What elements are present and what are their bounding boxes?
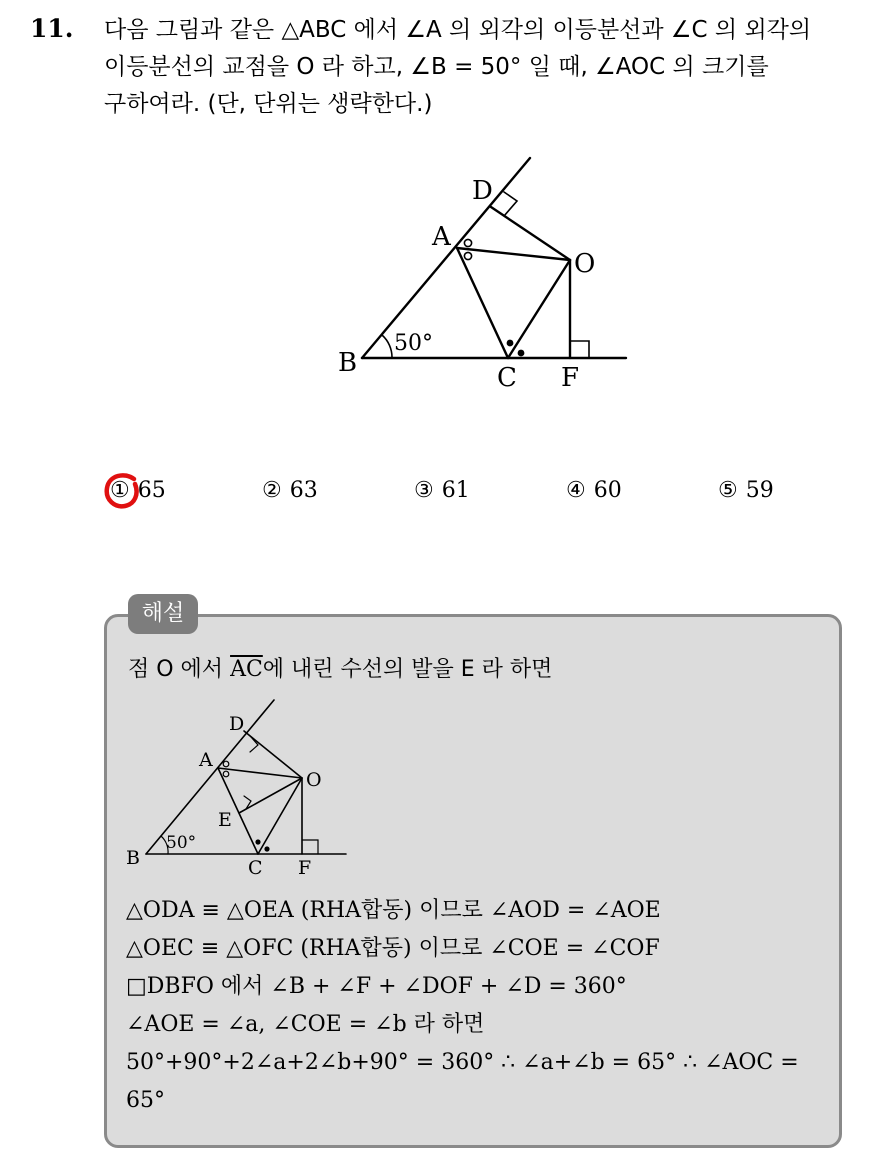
choice-mark: ② [262,478,282,503]
choice-value: 60 [593,478,622,503]
solution-line: △OEC ≡ △OFC (RHA합동) 이므로 ∠COE = ∠COF [126,936,660,961]
solution-line: 65° [126,1088,165,1113]
solution-line: ∠AOE = ∠a, ∠COE = ∠b 라 하면 [126,1012,485,1037]
sol-label-E: E [218,809,232,831]
sol-angle-mark-a1 [223,761,229,767]
sol-right-angle-F [302,840,318,854]
intro-post: 에 내린 수선의 발을 E 라 하면 [262,657,553,682]
sol-line-B-D-ext [146,700,274,854]
sol-label-O: O [306,769,322,791]
choice-mark: ④ [566,478,586,503]
label-D: D [472,176,493,206]
sol-label-B: B [126,847,140,869]
solution-line: □DBFO 에서 ∠B + ∠F + ∠DOF + ∠D = 360° [126,974,627,999]
question-number: 11. [30,14,74,43]
question-line: 이등분선의 교점을 O 라 하고, ∠B = 50° 일 때, ∠AOC 의 크기를 [104,54,769,80]
sol-label-angle-B: 50° [166,833,197,853]
label-C: C [497,363,517,393]
sol-label-A: A [199,749,213,771]
choice-mark: ① [110,478,130,503]
choice-mark: ⑤ [718,478,738,503]
sol-label-C: C [248,857,263,879]
label-angle-B: 50° [394,331,433,356]
sol-angle-mark-c2 [264,846,269,851]
solution-tab: 해설 [128,594,198,634]
question-line: 다음 그림과 같은 △ABC 에서 ∠A 의 외각의 이등분선과 ∠C 의 외각의 [104,17,812,43]
choice-value: 63 [289,478,318,503]
sol-line-AO [218,768,302,778]
label-A: A [432,222,451,252]
intro-pre: 점 O 에서 [128,657,231,682]
label-B: B [338,348,358,378]
sol-label-D: D [229,713,245,735]
choice-value: 59 [745,478,774,503]
solution-steps [126,892,826,1120]
sol-label-F: F [298,857,312,879]
label-F: F [561,363,580,393]
sol-angle-mark-a2 [223,771,229,777]
question-line: 구하여라. (단, 단위는 생략한다.) [104,91,433,117]
choice-mark: ③ [414,478,434,503]
segment-AC: $\overline{AC}$ [230,657,263,682]
solution-line: △ODA ≡ △OEA (RHA합동) 이므로 ∠AOD = ∠AOE [126,898,661,923]
choice-value: 61 [441,478,470,503]
choice-value: 65 [137,478,166,503]
sol-angle-mark-c1 [255,839,260,844]
solution-line: 50°+90°+2∠a+2∠b+90° = 360° ∴ ∠a+∠b = 65° ∴ ∠AOC = [126,1050,799,1075]
label-O: O [574,249,596,279]
